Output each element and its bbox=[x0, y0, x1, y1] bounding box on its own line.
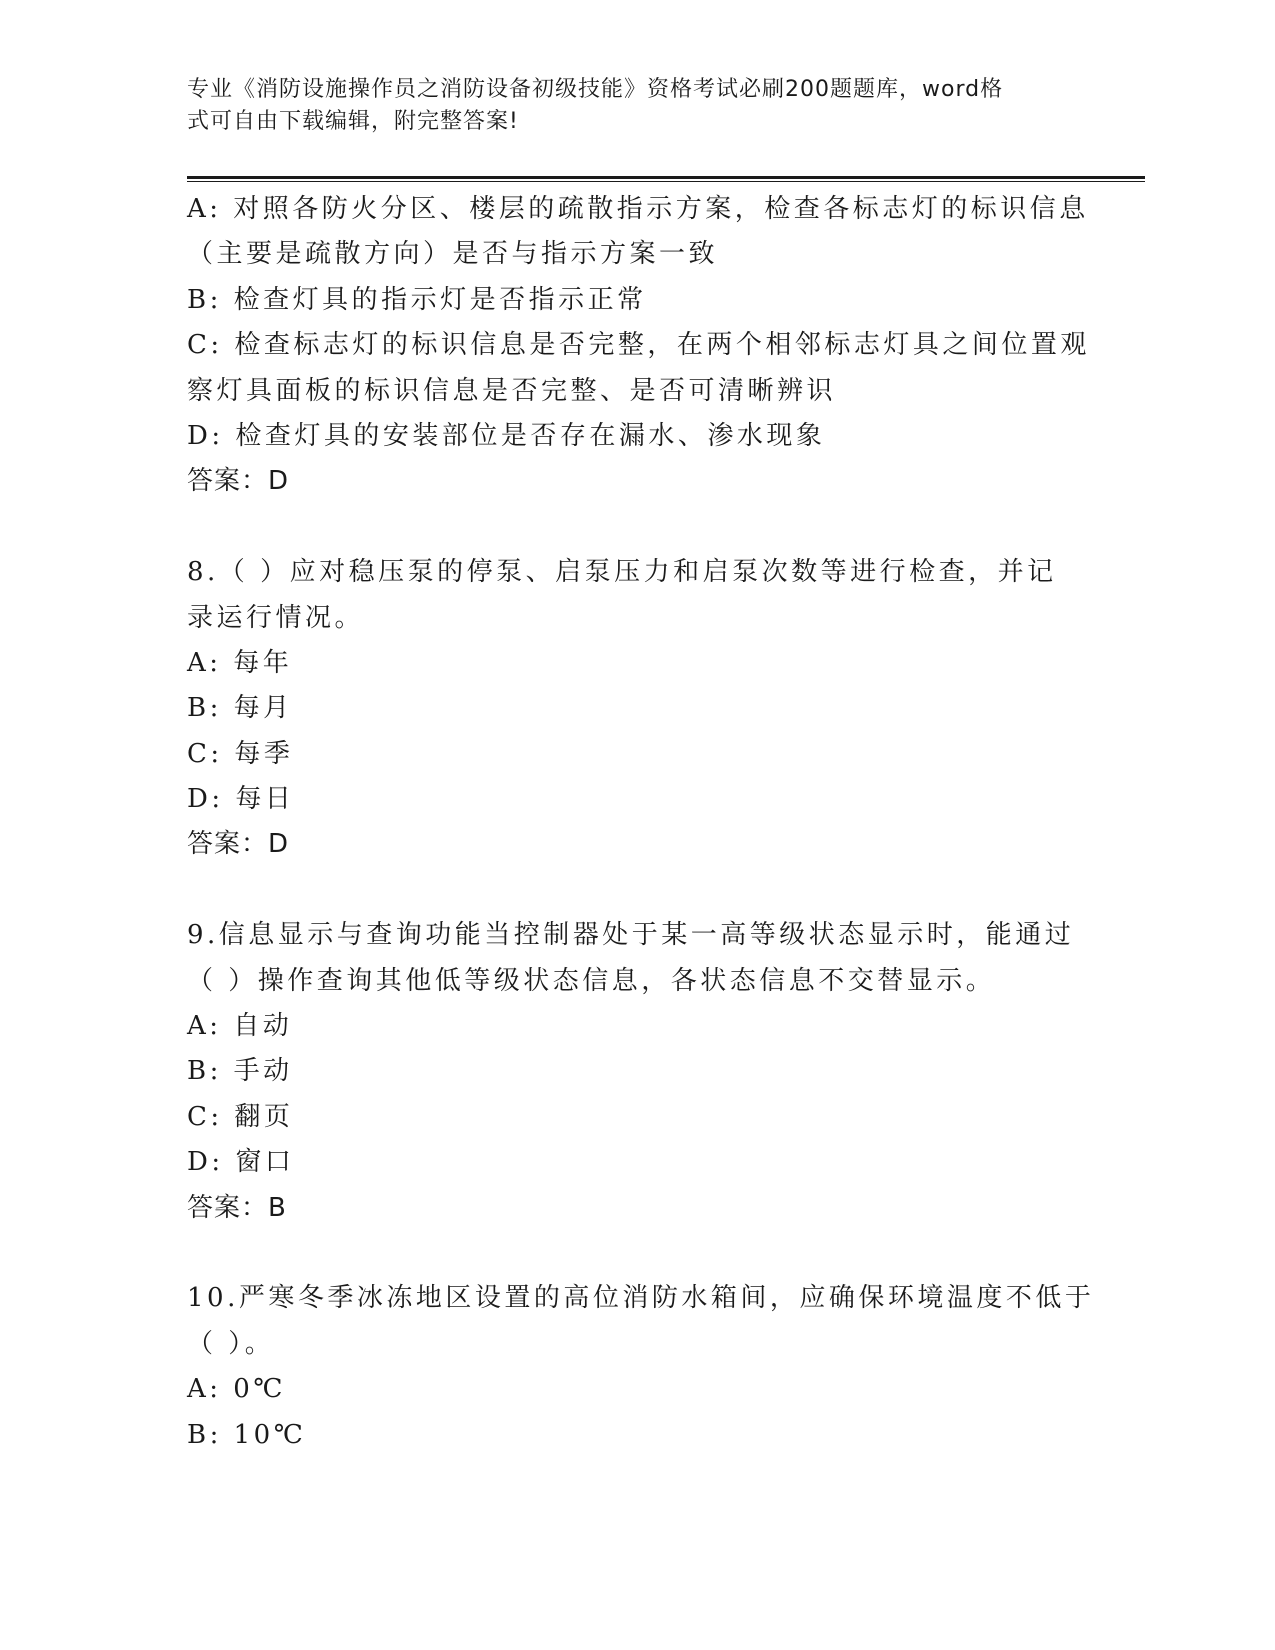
spacer bbox=[187, 1231, 1087, 1276]
answer: 答案：B bbox=[187, 1192, 287, 1223]
option-d: D: 检查灯具的安装部位是否存在漏水、渗水现象 bbox=[187, 420, 826, 451]
option-c-line-2: 察灯具面板的标识信息是否完整、是否可清晰辨识 bbox=[187, 375, 837, 406]
option-c: C: 翻页 bbox=[187, 1101, 294, 1132]
option-c-line-1: C: 检查标志灯的标识信息是否完整，在两个相邻标志灯具之间位置观 bbox=[187, 330, 1090, 361]
spacer bbox=[187, 505, 1087, 550]
question-stem-line-2: （ ）。 bbox=[187, 1328, 275, 1359]
option-a-line-2: （主要是疏散方向）是否与指示方案一致 bbox=[187, 239, 719, 270]
header-divider-thin bbox=[187, 181, 1145, 182]
question-stem-line-1: 10.严寒冬季冰冻地区设置的高位消防水箱间，应确保环境温度不低于 bbox=[187, 1283, 1095, 1314]
question-10 bbox=[187, 1276, 1095, 1458]
option-a: A: 自动 bbox=[187, 1011, 293, 1042]
option-b: B: 每月 bbox=[187, 693, 293, 724]
question-stem-line-2: 录运行情况。 bbox=[187, 602, 365, 633]
answer: 答案：D bbox=[187, 829, 290, 860]
spacer bbox=[187, 868, 1087, 913]
answer: 答案：D bbox=[187, 466, 290, 497]
option-b: B: 检查灯具的指示灯是否指示正常 bbox=[187, 284, 647, 315]
option-a-line-1: A: 对照各防火分区、楼层的疏散指示方案，检查各标志灯的标识信息 bbox=[187, 194, 1089, 224]
option-d: D: 每日 bbox=[187, 784, 295, 815]
document-header bbox=[187, 74, 1067, 138]
option-c: C: 每季 bbox=[187, 738, 294, 769]
option-b: B: 手动 bbox=[187, 1056, 293, 1087]
header-line-2: 式可自由下载编辑，附完整答案! bbox=[187, 109, 519, 134]
header-line-1: 专业《消防设施操作员之消防设备初级技能》资格考试必刷200题题库，word格 bbox=[187, 77, 1004, 102]
question-stem-line-1: 9.信息显示与查询功能当控制器处于某一高等级状态显示时，能通过 bbox=[187, 920, 1075, 951]
question-9 bbox=[187, 913, 1087, 1231]
question-stem-line-2: （ ）操作查询其他低等级状态信息，各状态信息不交替显示。 bbox=[187, 965, 996, 996]
question-stem-line-1: 8.（ ）应对稳压泵的停泵、启泵压力和启泵次数等进行检查，并记 bbox=[187, 557, 1057, 588]
question-list bbox=[187, 187, 1095, 1458]
question-8 bbox=[187, 550, 1087, 868]
option-d: D: 窗口 bbox=[187, 1147, 295, 1178]
option-b: B: 10℃ bbox=[187, 1419, 307, 1450]
header-divider-thick bbox=[187, 176, 1145, 179]
question-7 bbox=[187, 187, 1090, 505]
option-a: A: 每年 bbox=[187, 647, 293, 678]
option-a: A: 0℃ bbox=[187, 1374, 286, 1405]
